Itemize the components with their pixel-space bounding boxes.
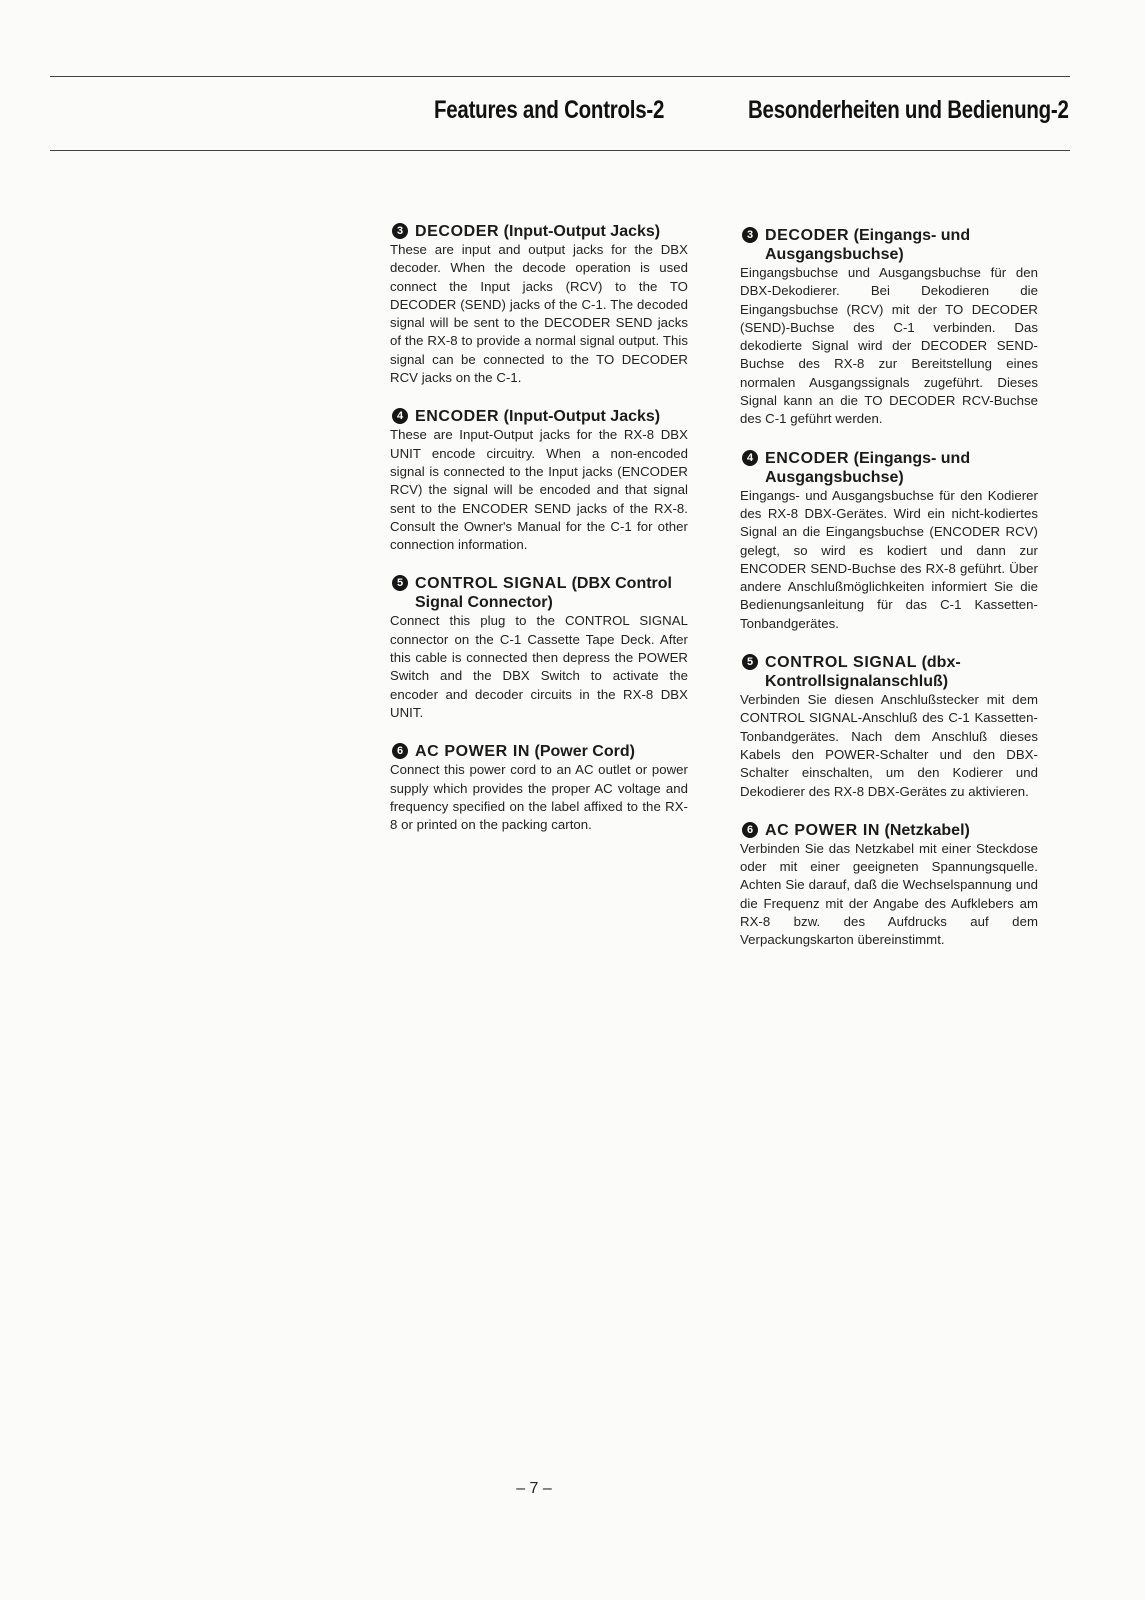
- section-keyword: AC POWER IN: [765, 821, 881, 839]
- section-heading: [390, 574, 688, 612]
- section-body: These are input and output jacks for the DBX decoder. When the decode operation is used connect the Input jacks (RCV) to the TO DECODER (SEND) jacks of the C-1. The decoded signal will be sent to the DECODER SEND jacks of the RX-8 to provide a normal signal output. This signal can be connected to the TO DECODER RCV jacks on the C-1.: [390, 242, 688, 386]
- header-bottom-rule: [50, 150, 1070, 151]
- section-keyword: ENCODER: [415, 408, 500, 426]
- section-keyword: CONTROL SIGNAL: [415, 575, 568, 593]
- section-heading: [740, 449, 1038, 487]
- section-body: Verbinden Sie das Netzkabel mit einer Steckdose oder mit einer geeigneten Spannungsquelle. Achten Sie darauf, daß die Wechselspannung und die Frequenz mit der Angabe des Aufklebers am RX-8 bzw. des Aufdrucks auf dem Verpackungskarton übereinstimmt.: [740, 840, 1038, 948]
- section-heading: [740, 821, 1038, 840]
- section-keyword: ENCODER: [765, 449, 850, 467]
- section-subtitle: (Eingangs- und Ausgangsbuchse): [765, 449, 971, 486]
- section-heading: [390, 407, 688, 426]
- section-encoder: [740, 449, 1038, 633]
- circled-number-icon: 4: [742, 450, 758, 466]
- section-heading: [740, 226, 1038, 264]
- section-keyword: DECODER: [765, 227, 850, 244]
- english-column: [390, 222, 688, 854]
- section-body: Eingangs- und Ausgangsbuchse für den Kodierer des RX-8 DBX-Gerätes. Wird ein nicht-kodiertes Signal an die Eingangsbuchse (ENCODER RCV) gelegt, so wird es kodiert und dann zur ENCODER SEND-Buchse des RX-8 geführt. Über andere Anschlußmöglichkeiten informiert Sie die Bedienungsanleitung für das C-1 Kassetten-Tonbandgerätes.: [740, 487, 1038, 631]
- header-top-rule: [50, 76, 1070, 77]
- section-keyword: DECODER: [415, 223, 500, 240]
- section-heading: [740, 653, 1038, 691]
- section-body: These are Input-Output jacks for the RX-8 DBX UNIT encode circuitry. When a non-encoded signal is connected to the Input jacks (ENCODER RCV) the signal will be encoded and that signal sent to the ENCODER SEND jacks of the RX-8. Consult the Owner's Manual for the C-1 for other connection information.: [390, 427, 688, 553]
- section-subtitle: (DBX Control Signal Connector): [415, 575, 672, 612]
- circled-number-icon: 3: [742, 227, 758, 243]
- section-keyword: AC POWER IN: [415, 743, 531, 761]
- section-body: Eingangsbuchse und Ausgangsbuchse für den DBX-Dekodierer. Bei Dekodieren die Eingangsbuchse (RCV) mit der TO DECODER (SEND)-Buchse des C-1 verbinden. Das dekodierte Signal wird der DECODER SEND-Buchse des RX-8 zur Bereitstellung eines normalen Ausgangssignals zugeführt. Dieses Signal kann an die TO DECODER RCV-Buchse des C-1 geführt werden.: [740, 265, 1038, 427]
- circled-number-icon: 3: [392, 223, 408, 239]
- section-subtitle: (Power Cord): [534, 743, 635, 761]
- section-body: Connect this power cord to an AC outlet or power supply which provides the proper AC voltage and frequency specified on the label affixed to the RX-8 or printed on the packing carton.: [390, 762, 688, 833]
- section-decoder: [740, 226, 1038, 429]
- section-subtitle: (Netzkabel): [884, 821, 970, 839]
- section-body: Verbinden Sie diesen Anschlußstecker mit dem CONTROL SIGNAL-Anschluß des C-1 Kassetten-Tonbandgerätes. Nach dem Anschluß dieses Kabels den POWER-Schalter und den DBX-Schalter einschalten, um den Kodierer und Dekodierer des RX-8 DBX-Gerätes zu aktivieren.: [740, 692, 1038, 799]
- section-subtitle: (dbx-Kontrollsignalanschluß): [765, 654, 961, 691]
- circled-number-icon: 5: [742, 654, 758, 670]
- section-encoder: [390, 407, 688, 554]
- german-column: [740, 226, 1038, 970]
- circled-number-icon: 6: [742, 822, 758, 838]
- section-keyword: CONTROL SIGNAL: [765, 654, 918, 672]
- page-title-english: Features and Controls-2: [434, 96, 665, 124]
- section-body: Connect this plug to the CONTROL SIGNAL connector on the C-1 Cassette Tape Deck. After this cable is connected then depress the POWER Switch and the DBX Switch to activate the encoder and decoder circuits in the RX-8 DBX UNIT.: [390, 613, 688, 720]
- section-ac-power-in: [390, 742, 688, 834]
- section-subtitle: (Input-Output Jacks): [503, 408, 661, 426]
- section-ac-power-in: [740, 821, 1038, 950]
- section-control-signal: [740, 653, 1038, 801]
- circled-number-icon: 4: [392, 408, 408, 424]
- section-heading: [390, 222, 688, 241]
- circled-number-icon: 5: [392, 575, 408, 591]
- section-decoder: [390, 222, 688, 387]
- section-subtitle: (Input-Output Jacks): [503, 223, 661, 240]
- section-subtitle: (Eingangs- und Ausgangsbuchse): [765, 227, 971, 263]
- page-number: – 7 –: [516, 1480, 552, 1497]
- section-heading: [390, 742, 688, 761]
- page-title-german: Besonderheiten und Bedienung-2: [748, 96, 1069, 124]
- section-control-signal: [390, 574, 688, 722]
- circled-number-icon: 6: [392, 743, 408, 759]
